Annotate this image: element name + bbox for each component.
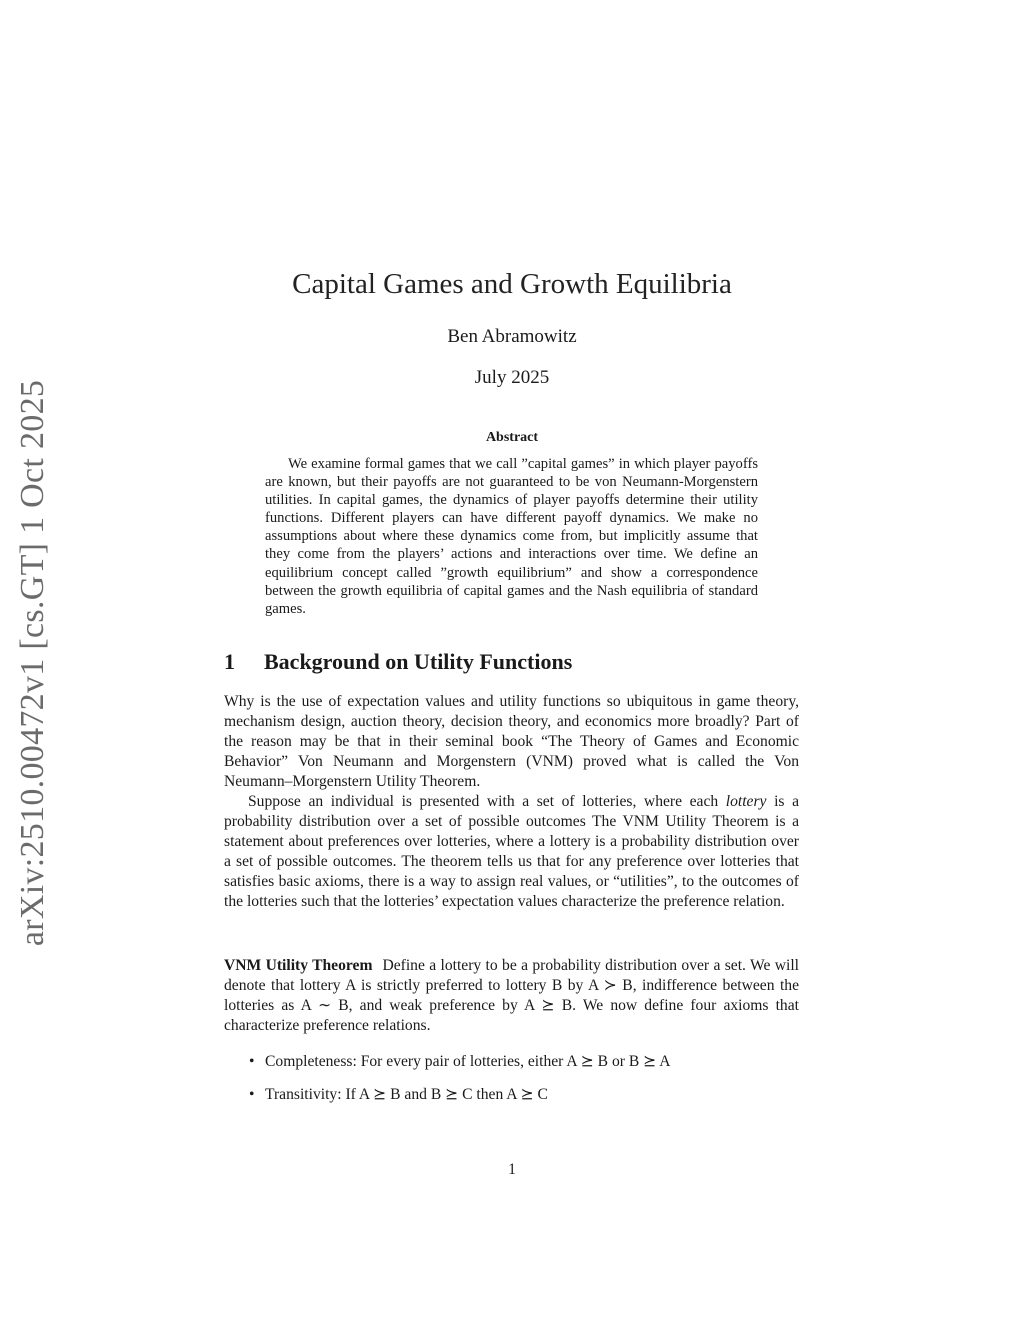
axiom-transitivity: Transitivity: If A ⪰ B and B ⪰ C then A ⪰ C (265, 1086, 548, 1103)
emphasized-term: lottery (725, 793, 767, 810)
theorem-text: Define a lottery to be a probability distribution over a set. We will denote that lottery A is strictly preferred to lottery B by A ≻ B, indifference between the lotteries as A ∼ B, and weak preference by A ⪰ B. We now define four axioms that characterize preference relations. (224, 957, 800, 1034)
bullet-icon: • (249, 1086, 255, 1103)
paragraph-theorem (224, 956, 799, 1036)
abstract-body: We examine formal games that we call ”capital games” in which player payoffs are known, but their payoffs are not guaranteed to be von Neumann-Morgenstern utilities. In capital games, the dynamics of player payoffs determine their utility functions. Different players can have different payoff dynamics. We make no assumptions about where these dynamics come from, but implicitly assume that they come from the players’ actions and interactions over time. We define an equilibrium concept called ”growth equilibrium” and show a correspondence between the growth equilibria of capital games and the Nash equilibria of standard games. (265, 456, 758, 617)
arxiv-stamp (5, 379, 61, 947)
section-title: Background on Utility Functions (264, 649, 573, 674)
theorem-heading: VNM Utility Theorem (224, 957, 373, 974)
section-heading (224, 649, 804, 675)
paper-title: Capital Games and Growth Equilibria (292, 268, 732, 300)
paper-date: July 2025 (474, 367, 550, 388)
paragraph-lotteries (224, 792, 799, 912)
page-number: 1 (508, 1161, 516, 1178)
bullet-icon: • (249, 1053, 255, 1070)
paragraph-intro: Why is the use of expectation values and utility functions so ubiquitous in game theory, mechanism design, auction theory, decision theory, and economics more broadly? Part of the reason may be that in their seminal book “The Theory of Games and Economic Behavior” Von Neumann and Morgenstern (VNM) proved what is called the Von Neumann–Morgenstern Utility Theorem. (224, 693, 799, 790)
abstract-heading: Abstract (485, 430, 539, 445)
arxiv-stamp-text: arXiv:2510.00472v1 [cs.GT] 1 Oct 2025 (14, 379, 51, 947)
author-name: Ben Abramowitz (447, 326, 577, 347)
section-number: 1 (224, 649, 235, 674)
axiom-completeness: Completeness: For every pair of lotteries, either A ⪰ B or B ⪰ A (265, 1053, 671, 1070)
paragraph-lotteries-rest: is a probability distribution over a set of possible outcomes The VNM Utility Theorem is a statement about preferences over lotteries, where a lottery is a probability distribution over a set of possible outcomes. The theorem tells us that for any preference over lotteries that satisfies basic axioms, there is a way to assign real values, or “utilities”, to the outcomes of the lotteries such that the lotteries’ expectation values characterize the preference relation. (224, 793, 799, 910)
paragraph-lotteries-start: Suppose an individual is presented with a set of lotteries, where each (248, 793, 726, 810)
